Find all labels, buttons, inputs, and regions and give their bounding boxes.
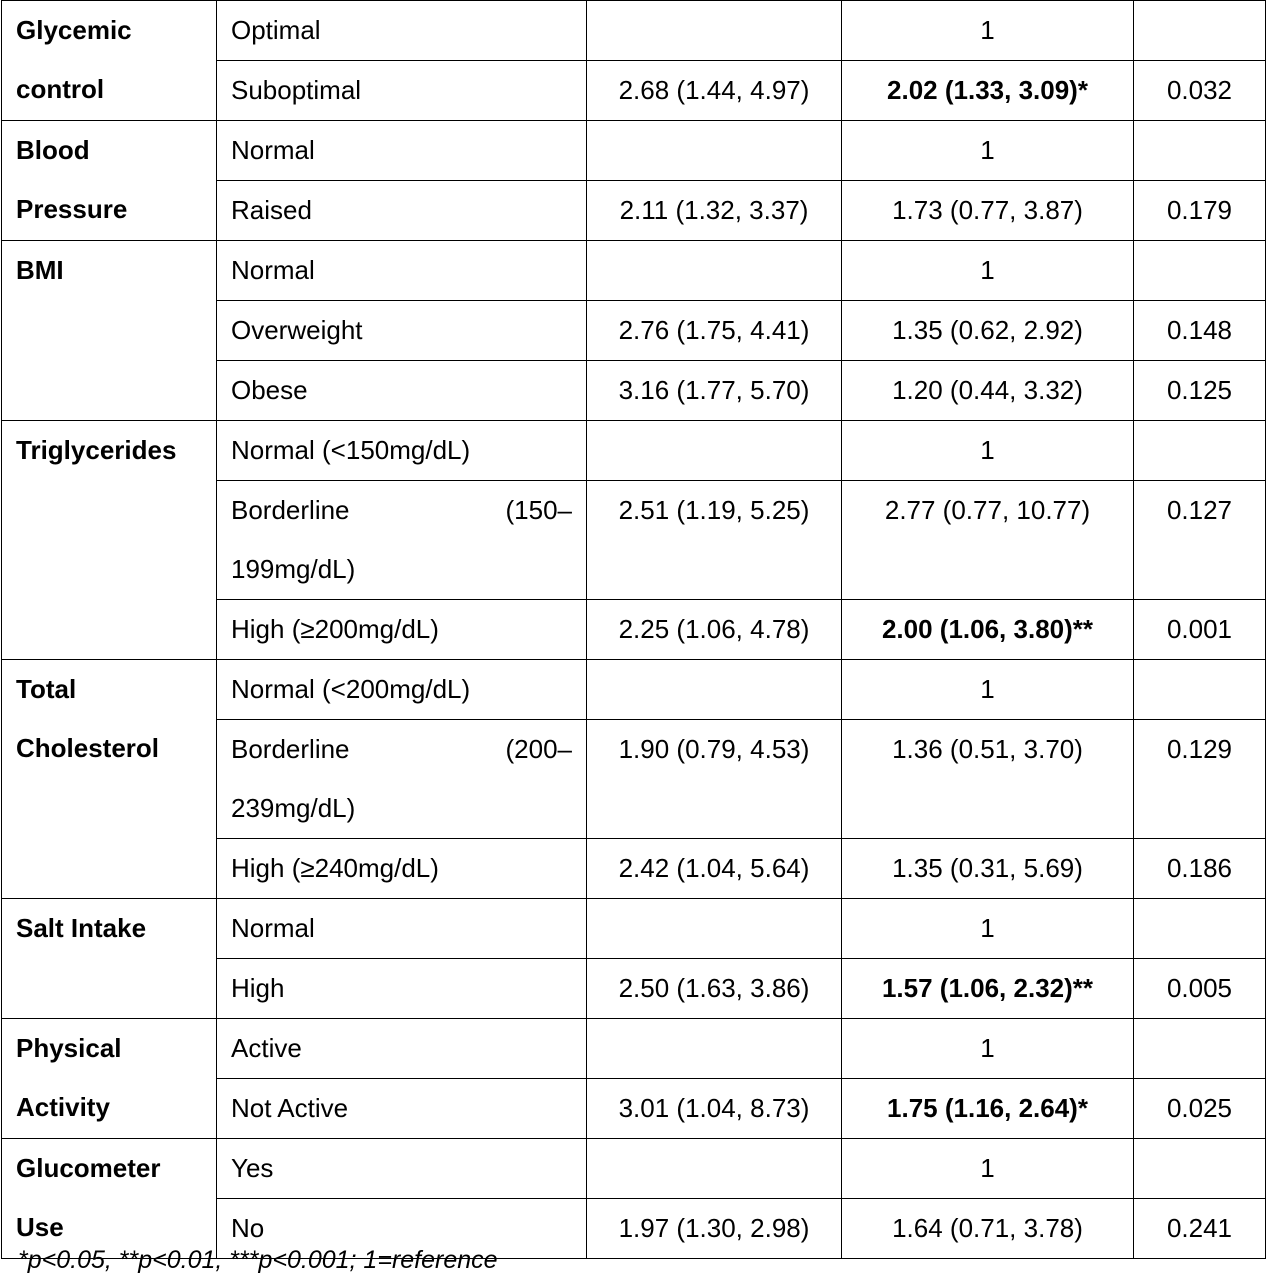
category-cell: Overweight: [217, 301, 587, 361]
col5-cell: 0.001: [1134, 600, 1266, 660]
col5-cell: 0.148: [1134, 301, 1266, 361]
col4-cell: 1.57 (1.06, 2.32)**: [842, 959, 1134, 1019]
col3-cell: [587, 1019, 842, 1079]
col3-cell: [587, 241, 842, 301]
variable-cell: Physical Activity: [2, 1019, 217, 1139]
col3-cell: 2.25 (1.06, 4.78): [587, 600, 842, 660]
col4-cell: 1.35 (0.31, 5.69): [842, 839, 1134, 899]
table-row: [2, 660, 1266, 720]
col4-cell: 1: [842, 1, 1134, 61]
col4-cell: 1: [842, 1139, 1134, 1199]
col3-cell: [587, 1, 842, 61]
col3-cell: [587, 121, 842, 181]
col5-cell: [1134, 1019, 1266, 1079]
category-cell: Optimal: [217, 1, 587, 61]
col3-cell: 1.90 (0.79, 4.53): [587, 720, 842, 839]
col5-cell: 0.025: [1134, 1079, 1266, 1139]
col3-cell: 2.51 (1.19, 5.25): [587, 481, 842, 600]
category-cell: Borderline (150– 199mg/dL): [217, 481, 587, 600]
col3-cell: 3.01 (1.04, 8.73): [587, 1079, 842, 1139]
col5-cell: 0.241: [1134, 1199, 1266, 1259]
col3-cell: 2.50 (1.63, 3.86): [587, 959, 842, 1019]
footnote: *p<0.05, **p<0.01, ***p<0.001; 1=reference: [18, 1246, 498, 1274]
category-cell: No: [217, 1199, 587, 1259]
variable-cell: Blood Pressure: [2, 121, 217, 241]
col3-cell: 3.16 (1.77, 5.70): [587, 361, 842, 421]
col5-cell: [1134, 421, 1266, 481]
col5-cell: 0.129: [1134, 720, 1266, 839]
col3-cell: [587, 1139, 842, 1199]
category-cell: Obese: [217, 361, 587, 421]
col5-cell: 0.125: [1134, 361, 1266, 421]
col4-cell: 1.36 (0.51, 3.70): [842, 720, 1134, 839]
col5-cell: 0.127: [1134, 481, 1266, 600]
col4-cell: 1.64 (0.71, 3.78): [842, 1199, 1134, 1259]
table-row: [2, 899, 1266, 959]
category-cell: Yes: [217, 1139, 587, 1199]
col4-cell: 2.00 (1.06, 3.80)**: [842, 600, 1134, 660]
variable-cell: BMI: [2, 241, 217, 421]
col4-cell: 2.77 (0.77, 10.77): [842, 481, 1134, 600]
col5-cell: [1134, 660, 1266, 720]
col4-cell: 1: [842, 121, 1134, 181]
col3-cell: [587, 660, 842, 720]
table-row: [2, 121, 1266, 181]
col5-cell: 0.186: [1134, 839, 1266, 899]
col5-cell: [1134, 1139, 1266, 1199]
col5-cell: 0.032: [1134, 61, 1266, 121]
category-cell: Normal (<200mg/dL): [217, 660, 587, 720]
category-cell: Active: [217, 1019, 587, 1079]
table-row: [2, 1139, 1266, 1199]
col5-cell: [1134, 899, 1266, 959]
table-row: [2, 1019, 1266, 1079]
col3-cell: [587, 421, 842, 481]
category-cell: High: [217, 959, 587, 1019]
category-cell: Normal: [217, 241, 587, 301]
col5-cell: [1134, 241, 1266, 301]
col4-cell: 1: [842, 241, 1134, 301]
col5-cell: 0.005: [1134, 959, 1266, 1019]
table-row: [2, 421, 1266, 481]
category-cell: Suboptimal: [217, 61, 587, 121]
results-table: [1, 0, 1266, 1259]
category-cell: Normal (<150mg/dL): [217, 421, 587, 481]
col4-cell: 1.73 (0.77, 3.87): [842, 181, 1134, 241]
variable-cell: Salt Intake: [2, 899, 217, 1019]
variable-cell: Triglycerides: [2, 421, 217, 660]
col5-cell: 0.179: [1134, 181, 1266, 241]
col4-cell: 1: [842, 421, 1134, 481]
category-cell: High (≥200mg/dL): [217, 600, 587, 660]
col5-cell: [1134, 1, 1266, 61]
category-cell: Raised: [217, 181, 587, 241]
col3-cell: 2.11 (1.32, 3.37): [587, 181, 842, 241]
variable-cell: Glucometer Use: [2, 1139, 217, 1259]
col4-cell: 1.35 (0.62, 2.92): [842, 301, 1134, 361]
category-cell: Normal: [217, 899, 587, 959]
col3-cell: 1.97 (1.30, 2.98): [587, 1199, 842, 1259]
col4-cell: 1.20 (0.44, 3.32): [842, 361, 1134, 421]
col4-cell: 1: [842, 1019, 1134, 1079]
variable-cell: Glycemic control: [2, 1, 217, 121]
col4-cell: 2.02 (1.33, 3.09)*: [842, 61, 1134, 121]
col4-cell: 1.75 (1.16, 2.64)*: [842, 1079, 1134, 1139]
col3-cell: [587, 899, 842, 959]
col3-cell: 2.42 (1.04, 5.64): [587, 839, 842, 899]
col3-cell: 2.68 (1.44, 4.97): [587, 61, 842, 121]
category-cell: Borderline (200– 239mg/dL): [217, 720, 587, 839]
table-row: [2, 241, 1266, 301]
col4-cell: 1: [842, 899, 1134, 959]
col3-cell: 2.76 (1.75, 4.41): [587, 301, 842, 361]
variable-cell: Total Cholesterol: [2, 660, 217, 899]
col5-cell: [1134, 121, 1266, 181]
category-cell: Normal: [217, 121, 587, 181]
category-cell: Not Active: [217, 1079, 587, 1139]
col4-cell: 1: [842, 660, 1134, 720]
category-cell: High (≥240mg/dL): [217, 839, 587, 899]
table-row: [2, 1, 1266, 61]
